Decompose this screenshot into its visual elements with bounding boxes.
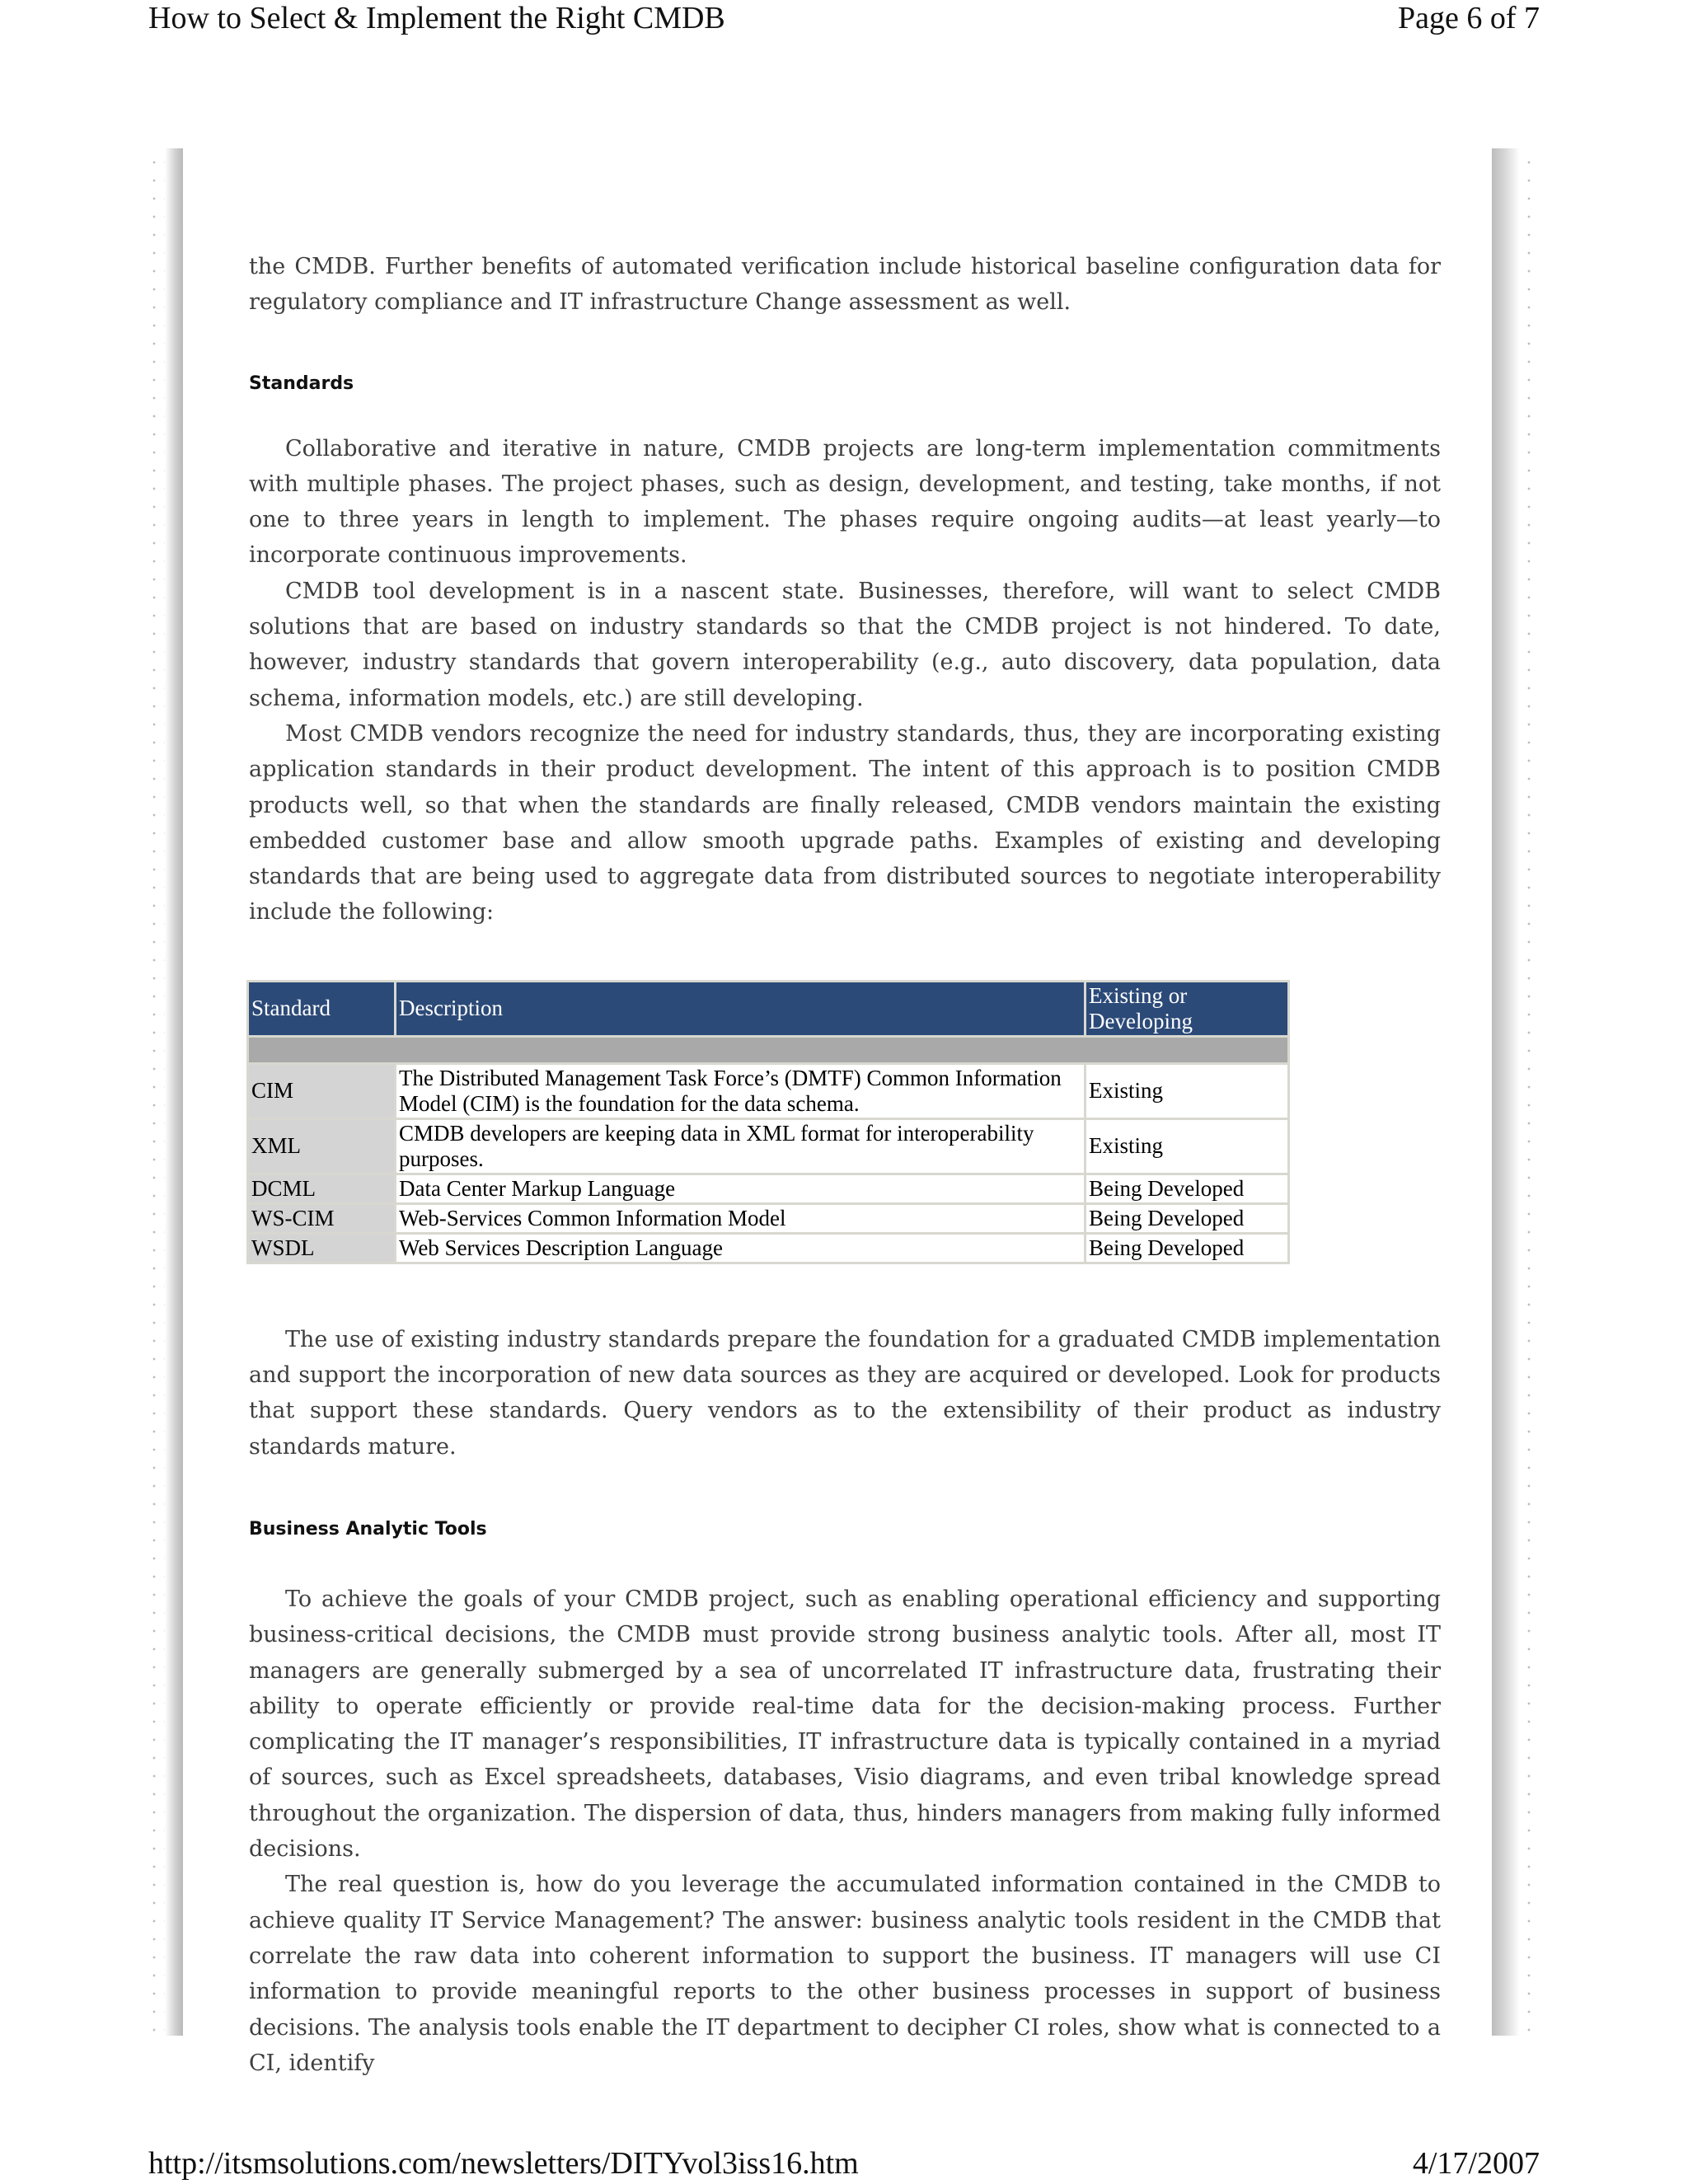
document-title: How to Select & Implement the Right CMDB: [148, 1, 725, 35]
right-page-shadow: [1492, 148, 1520, 2036]
row-description: The Distributed Management Task Force’s (DMTF) Common Information Model (CIM) is the foundation for the data schema.: [396, 1065, 1084, 1118]
bat-paragraph-1: To achieve the goals of your CMDB project, such as enabling operational efficiency and supporting business-critical decisions, the CMDB must provide strong business analytic tools. After all, most IT managers are generally submerged by a sea of uncorrelated IT infrastructure data, frustrating their ability to operate efficiently or provide real-time data for the decision-making process. Further complicating the IT manager’s responsibilities, IT infrastructure data is typically contained in a myriad of sources, such as Excel spreadsheets, databases, Visio diagrams, and even tribal knowledge spread throughout the organization. The dispersion of data, thus, hinders managers from making fully informed decisions.: [249, 1586, 1441, 1863]
row-standard: WS-CIM: [249, 1205, 394, 1232]
row-status: Being Developed: [1086, 1235, 1287, 1262]
table-spacer-row: [249, 1038, 1287, 1062]
page-number: Page 6 of 7: [1397, 1, 1540, 35]
standards-table: [246, 980, 1290, 1264]
table-row: [249, 1175, 1287, 1202]
table-row: [249, 1235, 1287, 1262]
row-standard: XML: [249, 1120, 394, 1173]
row-status: Existing: [1086, 1065, 1287, 1118]
table-row: [249, 1120, 1287, 1173]
row-description: Web Services Description Language: [396, 1235, 1084, 1262]
after-table-paragraph: The use of existing industry standards prepare the foundation for a graduated CMDB implementation and support the incorporation of new data sources as they are acquired or developed. Look for products that support these standards. Query vendors as to the extensibility of their product as industry standards mature.: [249, 1326, 1441, 1460]
standards-heading: Standards: [249, 373, 354, 394]
article-body: [249, 249, 1441, 2081]
standards-paragraph-1: Collaborative and iterative in nature, CMDB projects are long-term implementation commitments with multiple phases. The project phases, such as design, development, and testing, take months, if not one to three years in length to implement. The phases require ongoing audits—at least yearly—to incorporate continuous improvements.: [249, 435, 1441, 569]
table-row: [249, 1205, 1287, 1232]
standards-paragraph-3: Most CMDB vendors recognize the need for industry standards, thus, they are incorporating existing application standards in their product development. The intent of this approach is to position CMDB products well, so that when the standards are finally released, CMDB vendors maintain the existing embedded customer base and allow smooth upgrade paths. Examples of existing and developing standards that are being used to aggregate data from distributed sources to negotiate interoperability include the following:: [249, 720, 1441, 926]
print-date: 4/17/2007: [1412, 2146, 1540, 2181]
row-status: Existing: [1086, 1120, 1287, 1173]
row-description: CMDB developers are keeping data in XML format for interoperability purposes.: [396, 1120, 1084, 1173]
row-status: Being Developed: [1086, 1205, 1287, 1232]
row-status: Being Developed: [1086, 1175, 1287, 1202]
table-row: [249, 1065, 1287, 1118]
source-url: http://itsmsolutions.com/newsletters/DITYvol3iss16.htm: [148, 2146, 859, 2181]
row-description: Data Center Markup Language: [396, 1175, 1084, 1202]
bat-paragraph-2: The real question is, how do you leverage the accumulated information contained in the CMDB to achieve quality IT Service Management? The answer: business analytic tools resident in the CMDB that correlate the raw data into coherent information to support the business. IT managers will use CI information to provide meaningful reports to the other business processes in support of business decisions. The analysis tools enable the IT department to decipher CI roles, show what is connected to a CI, identify: [249, 1872, 1441, 2076]
table-header-row: [249, 982, 1287, 1035]
row-description: Web-Services Common Information Model: [396, 1205, 1084, 1232]
left-page-shadow: [165, 148, 183, 2036]
row-standard: WSDL: [249, 1235, 394, 1262]
header-standard: Standard: [249, 982, 394, 1035]
print-footer: [148, 2145, 1540, 2184]
row-standard: DCML: [249, 1175, 394, 1202]
row-standard: CIM: [249, 1065, 394, 1118]
header-description: Description: [396, 982, 1084, 1035]
standards-paragraph-2: CMDB tool development is in a nascent state. Businesses, therefore, will want to select CMDB solutions that are based on industry standards so that the CMDB project is not hindered. To date, however, industry standards that govern interoperability (e.g., auto discovery, data population, data schema, information models, etc.) are still developing.: [249, 578, 1441, 711]
print-header: [148, 0, 1540, 40]
intro-paragraph: the CMDB. Further benefits of automated verification include historical baseline configuration data for regulatory compliance and IT infrastructure Change assessment as well.: [249, 254, 1441, 316]
header-status: Existing or Developing: [1086, 982, 1287, 1035]
table-spacer-cell: [249, 1038, 1287, 1062]
business-analytic-tools-heading: Business Analytic Tools: [249, 1518, 487, 1540]
